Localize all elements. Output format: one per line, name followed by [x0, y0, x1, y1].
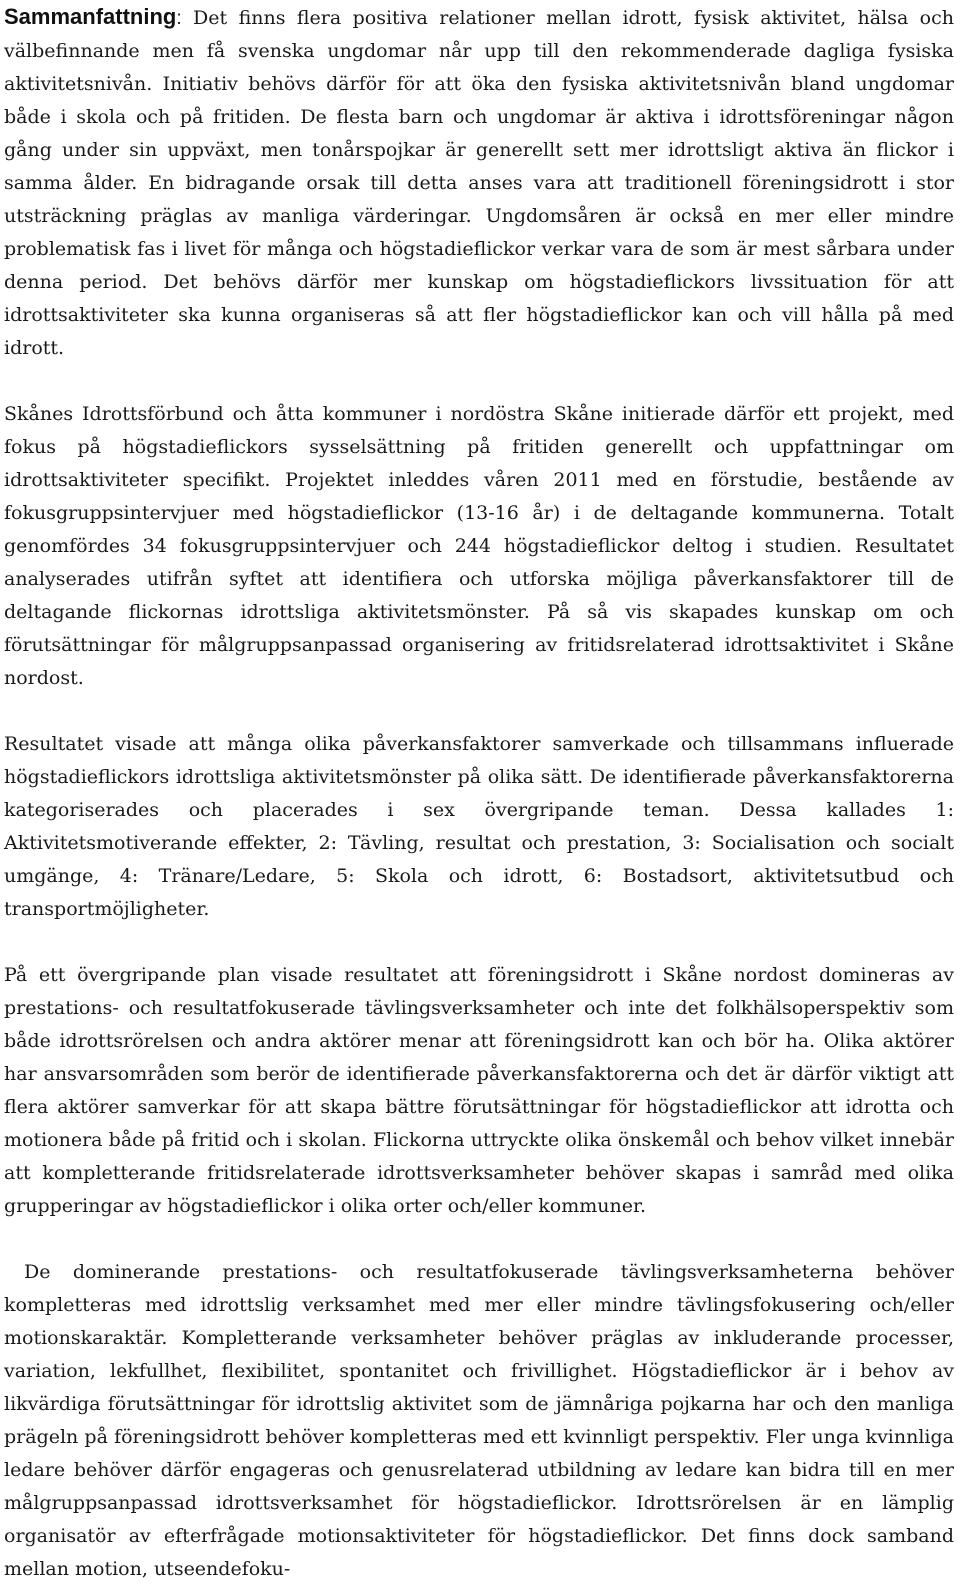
document-page: [4, 0, 954, 1586]
paragraph-overview: På ett övergripande plan visade resultatet att föreningsidrott i Skåne nordost domineras av prestations- och resultatfokuserade tävlingsverksamheter och inte det folkhälsoperspektiv som både idrottsrörelsen och andra aktörer menar att föreningsidrott kan och bör ha. Olika aktörer har ansvarsområden som berör de identifierade påverkansfaktorerna och det är därför viktigt att flera aktörer samverkar för att skapa bättre förutsättningar för högstadieflickor att idrotta och motionera både på fritid och i skolan. Flickorna uttryckte olika önskemål och behov vilket innebär att kompletterande fritidsrelaterade idrottsverksamheter behöver skapas i samråd med olika grupperingar av högstadieflickor i olika orter och/eller kommuner.: [4, 964, 954, 1217]
paragraph-results: Resultatet visade att många olika påverkansfaktorer samverkade och tillsammans influerade högstadieflickors idrottsliga aktivitetsmönster på olika sätt. De identifierade påverkansfaktorerna kategoriserades och placerades i sex övergripande teman. Dessa kallades 1: Aktivitetsmotiverande effekter, 2: Tävling, resultat och prestation, 3: Socialisation och socialt umgänge, 4: Tränare/Ledare, 5: Skola och idrott, 6: Bostadsort, aktivitetsutbud och transportmöjligheter.: [4, 733, 954, 920]
summary-paragraph: [4, 0, 954, 365]
paragraph-project: Skånes Idrottsförbund och åtta kommuner i nordöstra Skåne initierade därför ett projekt, med fokus på högstadieflickors sysselsättning på fritiden generellt och uppfattningar om idrottsaktiviteter specifikt. Projektet inleddes våren 2011 med en förstudie, bestående av fokusgruppsintervjuer med högstadieflickor (13-16 år) i de deltagande kommunerna. Totalt genomfördes 34 fokusgruppsintervjuer och 244 högstadieflickor deltog i studien. Resultatet analyserades utifrån syftet att identifiera och utforska möjliga påverkansfaktorer till de deltagande flickornas idrottsliga aktivitetsmönster. På så vis skapades kunskap om och förutsättningar för målgruppsanpassad organisering av fritidsrelaterad idrottsaktivitet i Skåne nordost.: [4, 403, 954, 689]
heading-colon: :: [176, 8, 182, 29]
paragraph-recommendations: De dominerande prestations- och resultatfokuserade tävlingsverksamheterna behöver kompletteras med idrottslig verksamhet med mer eller mindre tävlingsfokusering och/eller motionskaraktär. Kompletterande verksamheter behöver präglas av inkluderande processer, variation, lekfullhet, flexibilitet, spontanitet och frivillighet. Högstadieflickor är i behov av likvärdiga förutsättningar för idrottslig aktivitet som de jämnåriga pojkarna har och den manliga prägeln på föreningsidrott behöver kompletteras med ett kvinnligt perspektiv. Fler unga kvinnliga ledare behöver därför engageras och genusrelaterad utbildning av ledare kan bidra till en mer målgruppsanpassad idrottsverksamhet för högstadieflickor. Idrottsrörelsen är en lämplig organisatör av efterfrågade motionsaktiviteter för högstadieflickor. Det finns dock samband mellan motion, utseendefoku-: [4, 1261, 954, 1580]
summary-text: Det finns flera positiva relationer mellan idrott, fysisk aktivitet, hälsa och välbefinnande men få svenska ungdomar når upp till den rekommenderade dagliga fysiska aktivitetsnivån. Initiativ behövs därför för att öka den fysiska aktivitetsnivån bland ungdomar både i skola och på fritiden. De flesta barn och ungdomar är aktiva i idrottsföreningar någon gång under sin uppväxt, men tonårspojkar är generellt sett mer idrottsligt aktiva än flickor i samma ålder. En bidragande orsak till detta anses vara att traditionell föreningsidrott i stor utsträckning präglas av manliga värderingar. Ungdomsåren är också en mer eller mindre problematisk fas i livet för många och högstadieflickor verkar vara de som är mest sårbara under denna period. Det behövs därför mer kunskap om högstadieflickors livssituation för att idrottsaktiviteter ska kunna organiseras så att fler högstadieflickor kan och vill hålla på med idrott.: [4, 7, 954, 359]
section-heading: Sammanfattning: [4, 4, 177, 29]
